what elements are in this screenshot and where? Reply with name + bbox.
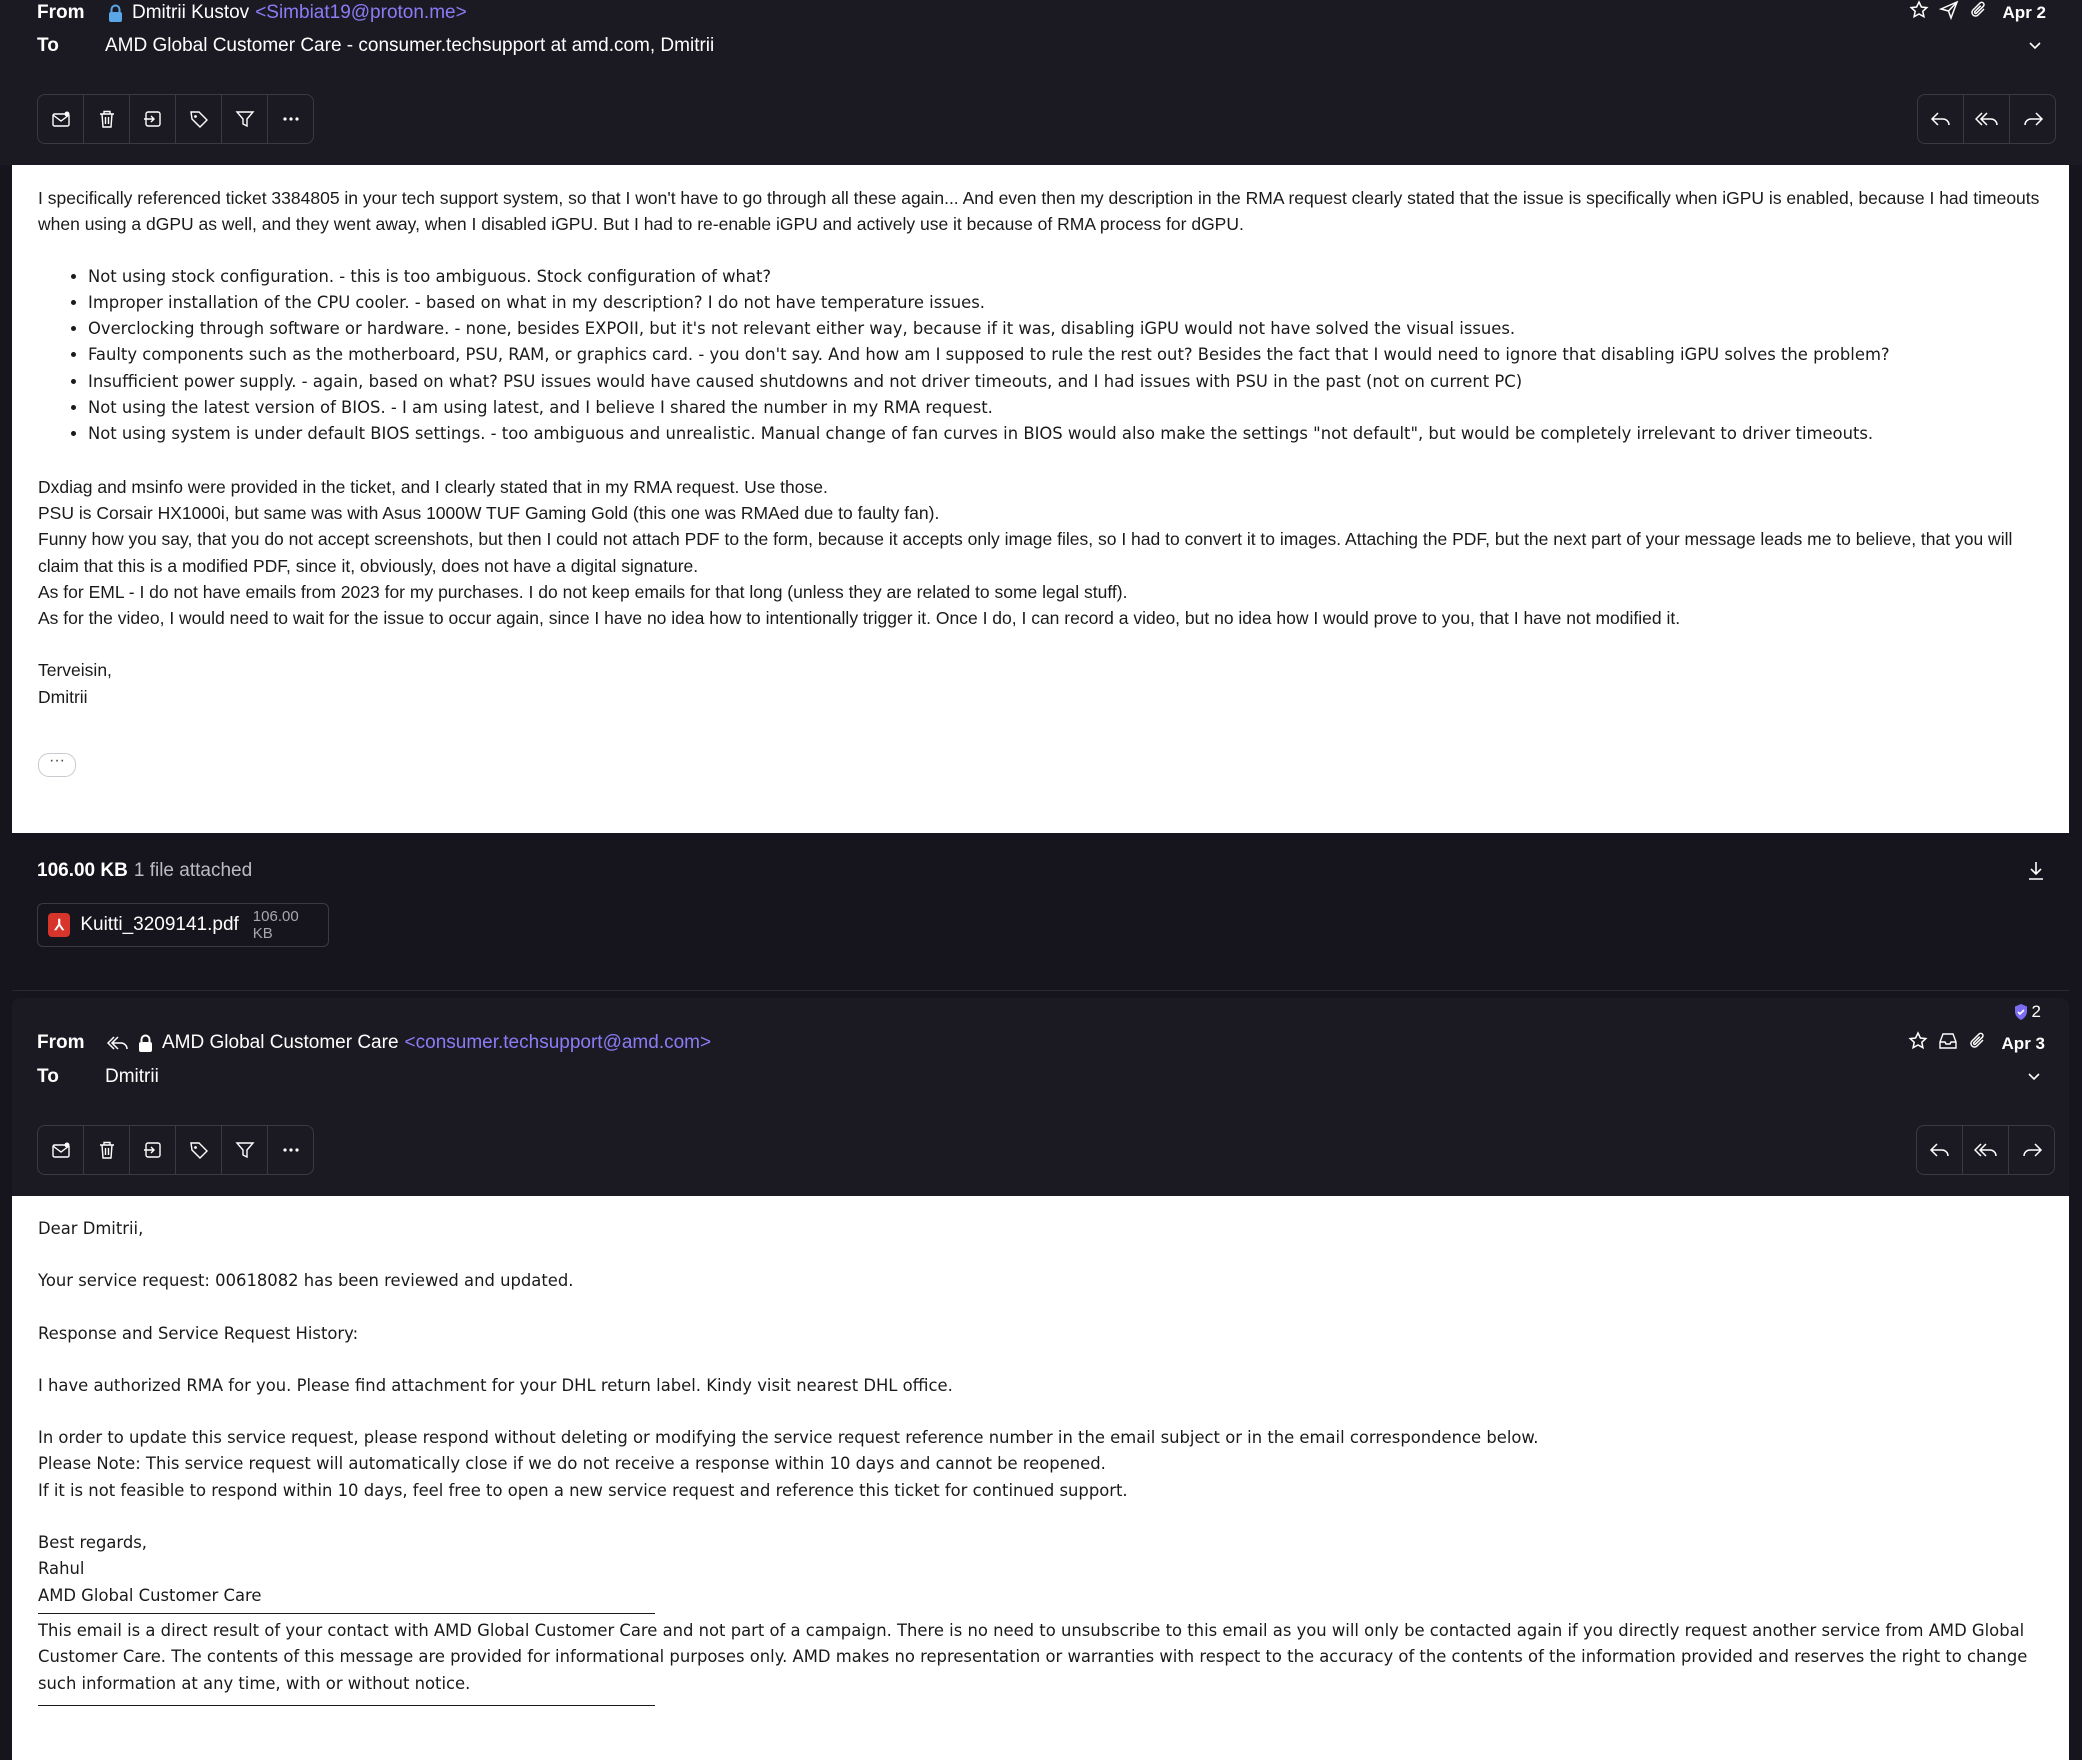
- inbox-icon: [1938, 1031, 1958, 1056]
- attachment-file-size: 106.00 KB: [252, 908, 299, 942]
- paragraph: As for the video, I would need to wait for the issue to occur again, since I have no idea how to intentionally trigger it. Once I do, I can record a video, but no idea how I would prove to you, that I have not modified it.: [38, 608, 1681, 629]
- service-request-line: Your service request: 00618082 has been reviewed and updated.: [38, 1271, 574, 1291]
- from-row: [37, 2, 467, 24]
- message-toolbar: [37, 94, 314, 144]
- filter-button[interactable]: [222, 95, 268, 143]
- instruction-line: In order to update this service request, please respond without deleting or modifying the service request reference number in the email subject or in the email correspondence below.: [38, 1428, 1539, 1448]
- trash-button[interactable]: [84, 95, 130, 143]
- recipients[interactable]: Dmitrii: [105, 1066, 159, 1087]
- attachment-summary: [37, 860, 252, 882]
- team-name: AMD Global Customer Care: [38, 1585, 262, 1605]
- paragraph: PSU is Corsair HX1000i, but same was with Asus 1000W TUF Gaming Gold (this one was RMAed due to faulty fan).: [38, 502, 940, 523]
- from-label: From: [37, 2, 85, 23]
- reply-toolbar: [1917, 94, 2056, 144]
- message-meta: [1908, 1031, 2045, 1056]
- history-heading: Response and Service Request History:: [38, 1323, 359, 1343]
- more-options-button[interactable]: [268, 1126, 313, 1174]
- pdf-icon: ⅄: [48, 913, 70, 937]
- thread-count: 2: [2031, 1002, 2041, 1021]
- body-intro: I specifically referenced ticket 3384805 in your tech support system, so that I won't have to go through all these again... And even then my description in the RMA request clearly stated that the issue is specifically when iGPU is enabled, because I had timeouts when using a dGPU as well, and they went away, when I disabled iGPU. But I had to re-enable iGPU and actively use it because of RMA process for dGPU.: [38, 188, 2040, 235]
- mark-unread-button[interactable]: [38, 95, 84, 143]
- more-options-button[interactable]: [268, 95, 313, 143]
- forward-button[interactable]: [2009, 1126, 2054, 1174]
- disclaimer: This email is a direct result of your contact with AMD Global Customer Care and not part of a campaign. There is no need to unsubscribe to this email as you will only be contacted again if you directly request another service from AMD Global Customer Care. The contents of this message are provided for informational purposes only. AMD makes no representation or warranties with respect to the accuracy of the contents of the information provided and reserves the right to change such information at any time, with or without notice.: [38, 1620, 2028, 1693]
- message-date: Apr 3: [2001, 1033, 2045, 1053]
- list-item: • Insufficient power supply. - again, based on what? PSU issues would have caused shutdowns and not driver timeouts, and I had issues with PSU in the past (not on current PC): [88, 369, 2043, 395]
- followup-line: If it is not feasible to respond within 10 days, feel free to open a new service request and reference this ticket for continued support.: [38, 1480, 1128, 1500]
- list-item: • Not using system is under default BIOS settings. - too ambiguous and unrealistic. Manual change of fan curves in BIOS would also make the settings "not default", but would be completely irrelevant to driver timeouts.: [88, 421, 2043, 447]
- star-icon[interactable]: [1909, 0, 1929, 25]
- sender-name[interactable]: Dmitrii Kustov: [132, 2, 250, 23]
- to-row: [37, 1066, 159, 1088]
- message-meta: [1909, 0, 2046, 25]
- to-label: To: [37, 1066, 59, 1087]
- paperclip-icon: [1968, 1031, 1988, 1056]
- thread-count-badge: [2013, 1002, 2041, 1022]
- chevron-down-icon[interactable]: [2025, 1067, 2043, 1090]
- list-item: • Improper installation of the CPU cooler. - based on what in my description? I do not have temperature issues.: [88, 290, 2043, 316]
- sent-icon: [1939, 0, 1959, 25]
- sender-email[interactable]: <consumer.techsupport@amd.com>: [404, 1032, 712, 1053]
- to-label: To: [37, 35, 59, 56]
- message-body-1: [12, 165, 2069, 833]
- reply-all-button[interactable]: [1963, 1126, 2009, 1174]
- move-to-folder-button[interactable]: [130, 95, 176, 143]
- divider: [38, 1613, 655, 1614]
- lock-icon: [137, 1034, 154, 1053]
- reply-toolbar: [1916, 1125, 2055, 1175]
- attachment-chip[interactable]: [37, 903, 329, 947]
- attachment-file-name: Kuitti_3209141.pdf: [80, 914, 239, 935]
- attachment-count: 1 file attached: [133, 860, 253, 881]
- email-message-2: [0, 998, 2082, 1760]
- list-item: • Overclocking through software or hardware. - none, besides EXPOII, but it's not relevant either way, because if it was, disabling iGPU would not have solved the visual issues.: [88, 316, 2043, 342]
- agent-name: Rahul: [38, 1559, 85, 1579]
- filter-button[interactable]: [222, 1126, 268, 1174]
- paragraph: Dxdiag and msinfo were provided in the ticket, and I clearly stated that in my RMA request. Use those.: [38, 476, 828, 497]
- list-item: • Not using stock configuration. - this is too ambiguous. Stock configuration of what?: [88, 264, 2043, 290]
- divider: [38, 1705, 655, 1706]
- reply-button[interactable]: [1918, 95, 1964, 143]
- greeting: Dear Dmitrii,: [38, 1219, 144, 1238]
- reply-all-button[interactable]: [1964, 95, 2010, 143]
- list-item: • Faulty components such as the motherboard, PSU, RAM, or graphics card. - you don't say. And how am I supposed to rule the rest out? Besides the fact that I would need to ignore that disabling iGPU solves the problem?: [88, 342, 2043, 368]
- forward-button[interactable]: [2010, 95, 2055, 143]
- email-header-1: [0, 0, 2082, 165]
- sender-name[interactable]: AMD Global Customer Care: [162, 1032, 399, 1053]
- sender-email[interactable]: <Simbiat19@proton.me>: [255, 2, 467, 23]
- star-icon[interactable]: [1908, 1031, 1928, 1056]
- show-quoted-button[interactable]: ···: [38, 753, 76, 777]
- from-label: From: [37, 1032, 85, 1053]
- recipients[interactable]: AMD Global Customer Care - consumer.techsupport at amd.com, Dmitrii: [105, 35, 715, 56]
- label-button[interactable]: [176, 1126, 222, 1174]
- bullet-list: [38, 264, 2043, 448]
- chevron-down-icon[interactable]: [2026, 36, 2044, 59]
- message-body-2: [12, 1196, 2069, 1760]
- attachment-total-size: 106.00 KB: [37, 860, 128, 881]
- to-row: [37, 35, 714, 57]
- note-line: Please Note: This service request will automatically close if we do not receive a response within 10 days and cannot be reopened.: [38, 1454, 1106, 1474]
- signature: Dmitrii: [38, 686, 88, 707]
- signoff: Terveisin,: [38, 660, 112, 681]
- mark-unread-button[interactable]: [38, 1126, 84, 1174]
- label-button[interactable]: [176, 95, 222, 143]
- replied-icon: [107, 1034, 129, 1052]
- paragraph: Funny how you say, that you do not accept screenshots, but then I could not attach PDF to the form, because it accepts only image files, so I had to convert it to images. Attaching the PDF, but the next part of your message leads me to believe, that you will claim that this is a modified PDF, since it, obviously, does not have a digital signature.: [38, 529, 2013, 576]
- reply-button[interactable]: [1917, 1126, 1963, 1174]
- email-header-2: [12, 998, 2069, 1196]
- closing: Best regards,: [38, 1533, 148, 1553]
- download-icon[interactable]: [2026, 860, 2046, 887]
- message-date: Apr 2: [2002, 2, 2046, 22]
- move-to-folder-button[interactable]: [130, 1126, 176, 1174]
- from-row: [37, 1032, 711, 1054]
- paragraph: As for EML - I do not have emails from 2023 for my purchases. I do not keep emails for that long (unless they are related to some legal stuff).: [38, 581, 1128, 602]
- response-line: I have authorized RMA for you. Please find attachment for your DHL return label. Kindy visit nearest DHL office.: [38, 1375, 953, 1395]
- trash-button[interactable]: [84, 1126, 130, 1174]
- divider: [12, 990, 2069, 991]
- list-item: • Not using the latest version of BIOS. - I am using latest, and I believe I shared the number in my RMA request.: [88, 395, 2043, 421]
- message-toolbar: [37, 1125, 314, 1175]
- paperclip-icon: [1969, 0, 1989, 25]
- lock-icon: [107, 4, 124, 23]
